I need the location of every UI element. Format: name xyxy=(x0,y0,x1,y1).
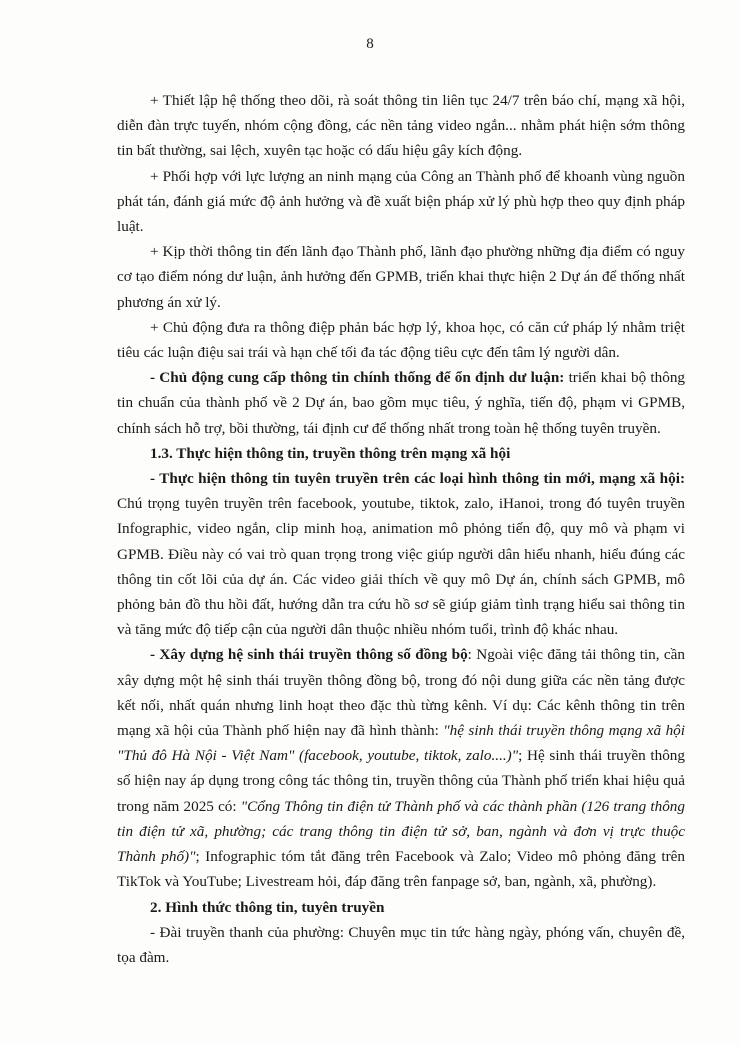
heading-1-3: 1.3. Thực hiện thông tin, truyền thông trên mạng xã hội xyxy=(150,444,511,462)
page-number: 8 xyxy=(366,36,374,52)
ecosystem-text-a: : Ngoài việc đăng tải thông tin, cần xây dựng một hệ sinh thái truyền thông đồng bộ, trong đó nội dung giữa các nền tảng được kết nối, nhất quán nhưng linh hoạt theo đặc thù từng kênh. Ví dụ: Các kênh thông tin trên mạng xã hội của Thành phố hiện nay đã hình thành: xyxy=(117,646,685,740)
ecosystem-text-b: ; Hệ sinh thái truyền thông số hiện nay áp dụng trong công tác thông tin, truyền thông của Thành phố triển khai hiệu quả trong năm 2025 có: xyxy=(117,747,685,815)
ecosystem-quote-1: "hệ sinh thái truyền thông mạng xã hội "Thủ đô Hà Nội - Việt Nam" (facebook, youtube, tiktok, zalo....)" xyxy=(117,722,685,765)
ecosystem-lead: - Xây dựng hệ sinh thái truyền thông số đồng bộ xyxy=(150,646,468,664)
heading-2: 2. Hình thức thông tin, tuyên truyền xyxy=(150,898,385,916)
new-media-text: Chú trọng tuyên truyền trên facebook, youtube, tiktok, zalo, iHanoi, trong đó tuyên truyền Infographic, video ngắn, clip minh hoạ, animation mô phỏng tiến độ, quy mô và phạm vi GPMB. Điều này có vai trò quan trọng trong việc giúp người dân hiểu nhanh, hiểu đúng các thông tin cốt lõi của dự án. Các video giải thích về quy mô Dự án, chính sách GPMB, mô phỏng bản đồ thu hồi đất, hướng dẫn tra cứu hồ sơ sẽ giúp giảm tình trạng hiểu sai thông tin và tăng mức độ tiếp cận của người dân thuộc nhiều nhóm tuổi, trình độ khác nhau. xyxy=(117,495,685,639)
paragraph-new-media xyxy=(117,466,685,642)
document-body xyxy=(117,88,685,970)
paragraph-rebuttal: + Chủ động đưa ra thông điệp phản bác hợp lý, khoa học, có căn cứ pháp lý nhằm triệt tiêu các luận điệu sai trái và hạn chế tối đa tác động tiêu cực đến tâm lý người dân. xyxy=(117,318,685,362)
ecosystem-text-c: ; Infographic tóm tắt đăng trên Facebook và Zalo; Video mô phỏng đăng trên TikTok và YouTube; Livestream hỏi, đáp đăng trên fanpage sở, ban, ngành, xã, phường). xyxy=(117,848,685,891)
paragraph-report: + Kịp thời thông tin đến lãnh đạo Thành phố, lãnh đạo phường những địa điểm có nguy cơ tạo điểm nóng dư luận, ảnh hưởng đến GPMB, triển khai thực hiện 2 Dự án để thống nhất phương án xử lý. xyxy=(117,243,685,311)
paragraph-monitoring: + Thiết lập hệ thống theo dõi, rà soát thông tin liên tục 24/7 trên báo chí, mạng xã hội, diễn đàn trực tuyến, nhóm cộng đồng, các nền tảng video ngắn... nhằm phát hiện sớm thông tin bất thường, sai lệch, xuyên tạc hoặc có dấu hiệu gây kích động. xyxy=(117,92,685,160)
official-info-text: triển khai bộ thông tin chuẩn của thành phố về 2 Dự án, bao gồm mục tiêu, ý nghĩa, tiến độ, phạm vi GPMB, chính sách hỗ trợ, bồi thường, tái định cư để thống nhất trong toàn hệ thống tuyên truyền. xyxy=(117,369,686,437)
ecosystem-quote-2: "Cổng Thông tin điện tử Thành phố và các thành phần (126 trang thông tin điện tử xã, phường; các trang thông tin điện tử sở, ban, ngành và đơn vị trực thuộc Thành phố)" xyxy=(117,797,685,866)
paragraph-official-info xyxy=(117,365,685,441)
paragraph-cooperation: + Phối hợp với lực lượng an ninh mạng của Công an Thành phố để khoanh vùng nguồn phát tán, đánh giá mức độ ảnh hưởng và đề xuất biện pháp xử lý phù hợp theo quy định pháp luật. xyxy=(117,167,685,236)
new-media-lead: - Thực hiện thông tin tuyên truyền trên các loại hình thông tin mới, mạng xã hội: xyxy=(150,470,685,488)
paragraph-ecosystem xyxy=(117,642,685,894)
official-info-lead: - Chủ động cung cấp thông tin chính thống để ổn định dư luận: xyxy=(150,369,565,387)
paragraph-radio: - Đài truyền thanh của phường: Chuyên mục tin tức hàng ngày, phóng vấn, chuyên đề, tọa đàm. xyxy=(117,923,685,966)
